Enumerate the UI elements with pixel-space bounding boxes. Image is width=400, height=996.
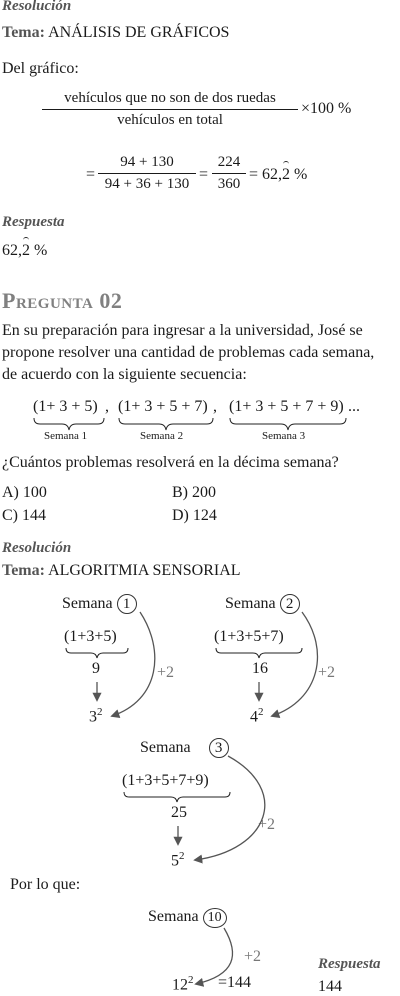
sequence-ellipsis: ... [348, 398, 360, 415]
w3-expr: (1+3+5+7+9) [122, 772, 209, 789]
formula-denominator: vehículos en total [117, 112, 223, 129]
sequence-label-1: Semana 1 [44, 430, 88, 442]
tema-label-2: Tema: [2, 562, 45, 579]
option-a[interactable]: A) 100 [2, 484, 47, 501]
sequence-term-2: (1+ 3 + 5 + 7) [118, 398, 208, 415]
result-numerator: 224 [217, 154, 241, 170]
resolucion-heading-2: Resolución [2, 540, 72, 556]
pregunta-line-2: propone resolver una cantidad de problemas cada semana, [2, 344, 375, 361]
w10-plus-two: +2 [244, 948, 262, 965]
w2-semana-word: Semana [225, 595, 276, 612]
resolucion-heading-1: Resolución [2, 0, 72, 14]
sequence-sep-2: , [213, 398, 217, 415]
formula-numerator: vehículos que no son de dos ruedas [64, 90, 276, 106]
pregunta-title: Pregunta 02 [2, 288, 123, 313]
w2-circled-number: 2 [280, 594, 300, 614]
calc-denominator: 94 + 36 + 130 [104, 176, 190, 193]
por-lo-que-text: Por lo que: [10, 876, 81, 893]
w10-circled-number: 10 [203, 908, 227, 928]
w2-expr: (1+3+5+7) [214, 628, 284, 645]
sequence-label-3: Semana 3 [262, 430, 306, 442]
w2-sum: 16 [252, 660, 268, 677]
option-d[interactable]: D) 124 [172, 507, 217, 524]
respuesta-heading-1: Respuesta [2, 214, 65, 230]
w1-expr: (1+3+5) [64, 628, 117, 645]
w3-circled-number: 3 [209, 738, 229, 758]
tema-text-2: ALGORITMIA SENSORIAL [48, 562, 241, 579]
result-percent: % [294, 166, 308, 183]
respuesta-heading-2: Respuesta [318, 956, 381, 972]
intro-text: Del gráfico: [2, 60, 79, 77]
w3-sum: 25 [171, 804, 187, 821]
option-b[interactable]: B) 200 [172, 484, 216, 501]
result-denominator: 360 [217, 176, 241, 193]
sequence-term-3: (1+ 3 + 5 + 7 + 9) [229, 398, 344, 415]
w10-base: 12 [172, 976, 188, 994]
pregunta-line-1: En su preparación para ingresar a la universidad, José se [2, 322, 363, 339]
tema-label: Tema: [2, 24, 45, 41]
w3-base: 5 [171, 852, 179, 870]
tema-text: ANÁLISIS DE GRÁFICOS [48, 24, 230, 41]
w1-base: 3 [89, 708, 97, 726]
respuesta-prefix: 62, [2, 242, 22, 259]
w1-exponent: 2 [97, 706, 103, 718]
w1-plus-two: +2 [157, 664, 175, 681]
w10-semana-word: Semana [148, 908, 199, 925]
w10-result: =144 [218, 974, 252, 991]
option-c[interactable]: C) 144 [2, 507, 46, 524]
w2-base: 4 [250, 708, 258, 726]
pregunta-question: ¿Cuántos problemas resolverá en la décima semana? [2, 454, 339, 471]
equals-sign-1: = [86, 166, 96, 183]
w3-exponent: 2 [179, 850, 185, 862]
w2-exponent: 2 [258, 706, 264, 718]
calc-numerator: 94 + 130 [120, 154, 174, 170]
respuesta-percent: % [34, 242, 48, 259]
w1-semana-word: Semana [62, 595, 113, 612]
w3-plus-two: +2 [258, 816, 276, 833]
sequence-sep-1: , [105, 398, 109, 415]
w2-plus-two: +2 [318, 664, 336, 681]
sequence-label-2: Semana 2 [140, 430, 184, 442]
respuesta-periodic-digit: 2 [22, 242, 30, 259]
w1-circled-number: 1 [117, 594, 137, 614]
w1-sum: 9 [92, 660, 100, 677]
formula-multiplier: ×100 % [301, 100, 352, 117]
respuesta-value-2: 144 [318, 978, 342, 995]
pregunta-line-3: de acuerdo con la siguiente secuencia: [2, 366, 247, 383]
result-periodic-digit: 2 [282, 166, 291, 183]
result-tail: = 62, [249, 166, 283, 183]
w3-semana-word: Semana [140, 739, 191, 756]
equals-sign-2: = [199, 166, 209, 183]
sequence-term-1: (1+ 3 + 5) [33, 398, 98, 415]
w10-exponent: 2 [188, 974, 194, 986]
